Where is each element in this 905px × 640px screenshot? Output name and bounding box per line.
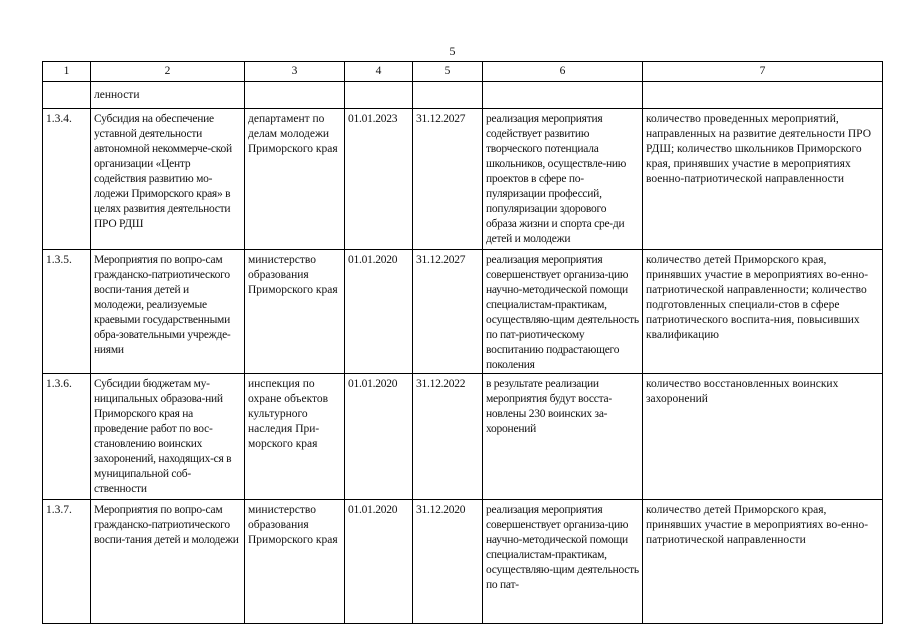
indicator: количество проведенных мероприятий, направленных на развитие деятельности ПРО РДШ; количество школьников Приморского края, принявших участие в мероприятиях военно-патриотической направленности	[643, 109, 883, 250]
header-cell: 1	[43, 62, 91, 82]
table-cell	[43, 82, 91, 109]
table-row	[43, 250, 883, 374]
executor: инспекция по охране объектов культурного наследия При-морского края	[245, 374, 345, 500]
table-row	[43, 109, 883, 250]
page-number: 5	[449, 44, 456, 58]
continuation-text: ленности	[91, 82, 245, 109]
header-cell: 5	[413, 62, 483, 82]
end-date: 31.12.2027	[413, 109, 483, 250]
header-row	[43, 62, 883, 82]
executor: департамент по делам молодежи Приморского края	[245, 109, 345, 250]
start-date: 01.01.2023	[345, 109, 413, 250]
measure-name: Мероприятия по вопро-сам гражданско-патриотического воспи-тания детей и молодежи, реализуемые краевыми государственными обра-зовательными учрежде-ниями	[91, 250, 245, 374]
table-cell	[245, 82, 345, 109]
start-date: 01.01.2020	[345, 374, 413, 500]
table-row	[43, 374, 883, 500]
header-cell: 3	[245, 62, 345, 82]
measure-name: Субсидии бюджетам му-ниципальных образова-ний Приморского края на проведение работ по вос-становлению воинских захоронений, находящих-ся в муниципальной соб-ственности	[91, 374, 245, 500]
end-date: 31.12.2027	[413, 250, 483, 374]
measure-name: Субсидия на обеспечение уставной деятельности автономной некоммерче-ской организации «Центр содействия развитию мо-лодежи Приморского края» в целях развития деятельности ПРО РДШ	[91, 109, 245, 250]
expected-result: в результате реализации мероприятия будут восста-новлены 230 воинских за-хоронений	[483, 374, 643, 500]
indicator: количество детей Приморского края, принявших участие в мероприятиях во-енно-патриотической направленности; количество подготовленных специали-стов в сфере патриотического воспита-ния, повысивших квалификацию	[643, 250, 883, 374]
start-date: 01.01.2020	[345, 250, 413, 374]
table-cell	[483, 82, 643, 109]
program-table	[42, 61, 883, 624]
header-cell: 2	[91, 62, 245, 82]
row-number: 1.3.4.	[43, 109, 91, 250]
start-date: 01.01.2020	[345, 500, 413, 624]
row-number: 1.3.7.	[43, 500, 91, 624]
measure-name: Мероприятия по вопро-сам гражданско-патриотического воспи-тания детей и молодежи	[91, 500, 245, 624]
header-cell: 4	[345, 62, 413, 82]
table-cell	[643, 82, 883, 109]
indicator: количество восстановленных воинских захоронений	[643, 374, 883, 500]
end-date: 31.12.2020	[413, 500, 483, 624]
header-cell: 7	[643, 62, 883, 82]
continuation-row	[43, 82, 883, 109]
expected-result: реализация мероприятия содействует развитию творческого потенциала школьников, осуществле-нию проектов в сфере по-пуляризации профессий, популяризации здорового образа жизни и спорта сре-ди детей и молодежи	[483, 109, 643, 250]
table-cell	[345, 82, 413, 109]
expected-result: реализация мероприятия совершенствует организа-цию научно-методической помощи специалистам-практикам, осуществляю-щим деятельность по пат-	[483, 500, 643, 624]
indicator: количество детей Приморского края, принявших участие в мероприятиях во-енно-патриотической направленности	[643, 500, 883, 624]
table-cell	[413, 82, 483, 109]
end-date: 31.12.2022	[413, 374, 483, 500]
header-cell: 6	[483, 62, 643, 82]
row-number: 1.3.6.	[43, 374, 91, 500]
table-row	[43, 500, 883, 624]
expected-result: реализация мероприятия совершенствует организа-цию научно-методической помощи специалистам-практикам, осуществляю-щим деятельность по пат-риотическому воспитанию подрастающего поколения	[483, 250, 643, 374]
row-number: 1.3.5.	[43, 250, 91, 374]
executor: министерство образования Приморского края	[245, 250, 345, 374]
executor: министерство образования Приморского края	[245, 500, 345, 624]
